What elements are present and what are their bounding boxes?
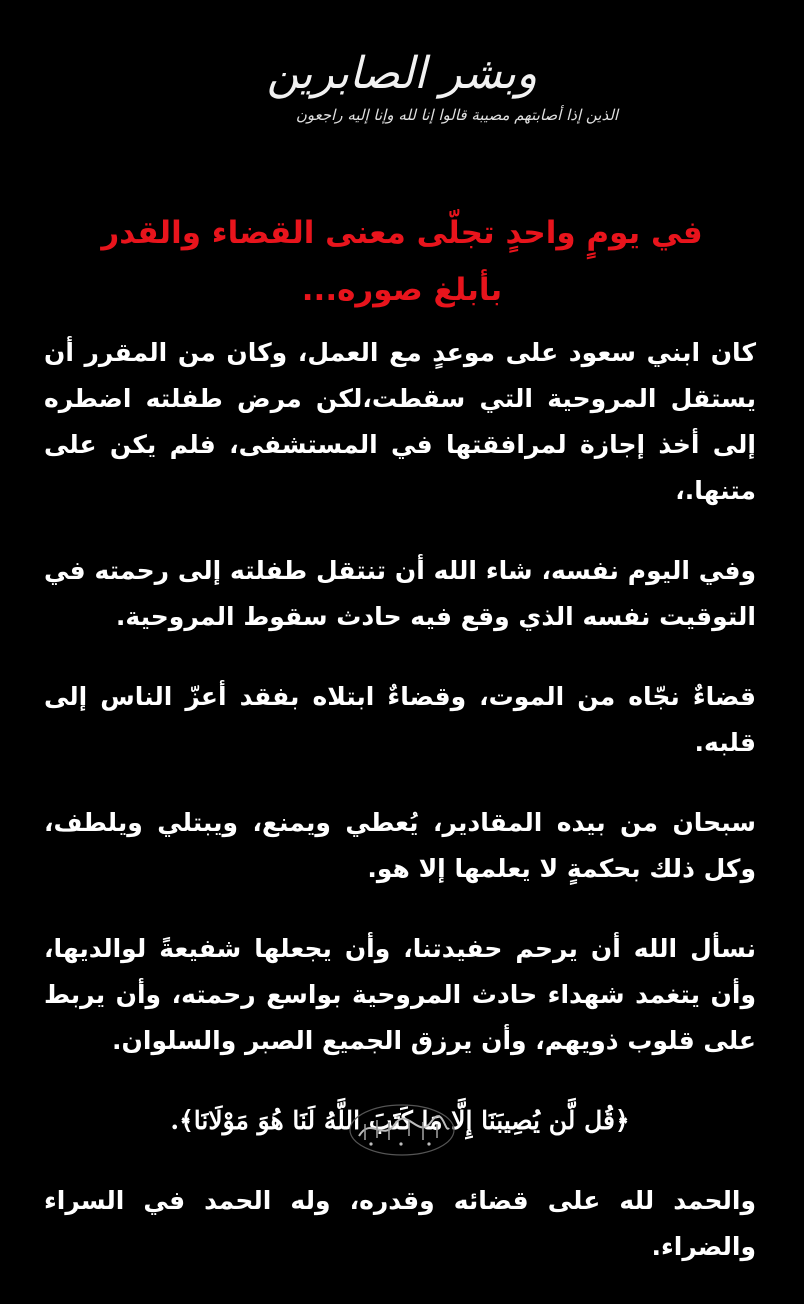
seal-emblem-icon: [347, 1102, 457, 1158]
calligraphy-seal: [0, 1102, 804, 1162]
headline: [40, 205, 764, 319]
header-verse: الذين إذا أصابتهم مصيبة قالوا إنا لله وإنا إليه راجعون: [295, 106, 619, 125]
paragraph-5: نسأل الله أن يرحم حفيدتنا، وأن يجعلها شفيعةً لوالديها، وأن يتغمد شهداء حادث المروحية بواسع رحمته، وأن يربط على قلوب ذويهم، وأن يرزق الجميع الصبر والسلوان.: [44, 934, 756, 1055]
closing-line: والحمد لله على قضائه وقدره، وله الحمد في السراء والضراء.: [44, 1186, 756, 1261]
paragraph-2: وفي اليوم نفسه، شاء الله أن تنتقل طفلته إلى رحمته في التوقيت نفسه الذي وقع فيه حادث سقوط المروحية.: [44, 556, 756, 631]
headline-line-1: في يومٍ واحدٍ تجلّى معنى القضاء والقدر: [101, 215, 703, 251]
headline-line-2: بأبلغ صوره...: [301, 272, 503, 308]
paragraph-1: كان ابني سعود على موعدٍ مع العمل، وكان من المقرر أن يستقل المروحية التي سقطت،لكن مرض طفلته اضطره إلى أخذ إجازة لمرافقتها في المستشفى، فلم يكن على متنها.،: [44, 338, 756, 505]
calligraphy-header: [0, 50, 804, 124]
header-title: وبشر الصابرين: [266, 48, 538, 99]
paragraph-4: سبحان من بيده المقادير، يُعطي ويمنع، ويبتلي ويلطف، وكل ذلك بحكمةٍ لا يعلمها إلا هو.: [44, 808, 756, 883]
quran-verse: ﴿قُل لَّن يُصِيبَنَا إِلَّا مَا كَتَبَ اللَّهُ لَنَا هُوَ مَوْلَانَا﴾.: [170, 1106, 630, 1135]
paragraph-3: قضاءٌ نجّاه من الموت، وقضاءٌ ابتلاه بفقد أعزّ الناس إلى قلبه.: [44, 682, 756, 757]
